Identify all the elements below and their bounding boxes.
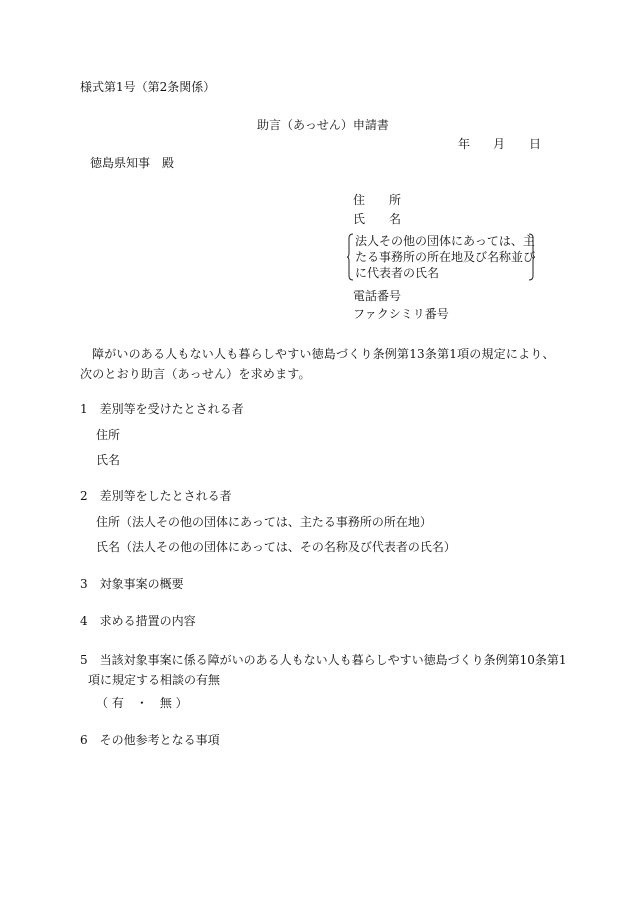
date-year: 年 (458, 137, 471, 151)
item5-heading-line1: 5 当該対象事案に係る障がいのある人もない人も暮らしやすい徳島づくり条例第10条第1 (80, 653, 567, 667)
corporate-note-line1: 法人その他の団体にあっては、主 (355, 234, 535, 248)
item6-heading: 6 その他参考となる事項 (80, 733, 220, 747)
item1-heading: 1 差別等を受けたとされる者 (80, 402, 244, 416)
item3-heading: 3 対象事案の概要 (80, 577, 184, 591)
document-title: 助言（あっせん）申請書 (257, 118, 389, 132)
intro-paragraph: 障がいのある人もない人も暮らしやすい徳島づくり条例第13条第1項の規定により、次のとおり助言（あっせん）を求めます。 (80, 347, 555, 381)
addressee: 徳島県知事 殿 (90, 156, 175, 170)
item5-choice: （ 有 ・ 無 ） (96, 696, 188, 710)
item5-heading-line2: 項に規定する相談の有無 (88, 673, 221, 687)
form-number: 様式第1号（第2条関係） (80, 80, 216, 94)
applicant-phone-label: 電話番号 (353, 289, 402, 303)
applicant-name-label: 氏 名 (353, 212, 402, 226)
applicant-fax-label: ファクシミリ番号 (353, 307, 449, 321)
corporate-note-line2: たる事務所の所在地及び名称並び (355, 250, 536, 264)
corporate-note-brace (347, 233, 535, 281)
applicant-address-label: 住 所 (353, 193, 402, 207)
date-day: 日 (529, 137, 542, 151)
item1-name: 氏名 (96, 453, 121, 467)
date-month: 月 (493, 137, 506, 151)
item2-heading: 2 差別等をしたとされる者 (80, 489, 232, 503)
item2-address: 住所（法人その他の団体にあっては、主たる事務所の所在地） (96, 515, 432, 529)
corporate-note-line3: に代表者の氏名 (355, 266, 440, 280)
item5-block (80, 650, 567, 690)
item4-heading: 4 求める措置の内容 (80, 614, 196, 628)
item1-address: 住所 (96, 428, 121, 442)
item2-name: 氏名（法人その他の団体にあっては、その名称及び代表者の氏名） (96, 540, 456, 554)
